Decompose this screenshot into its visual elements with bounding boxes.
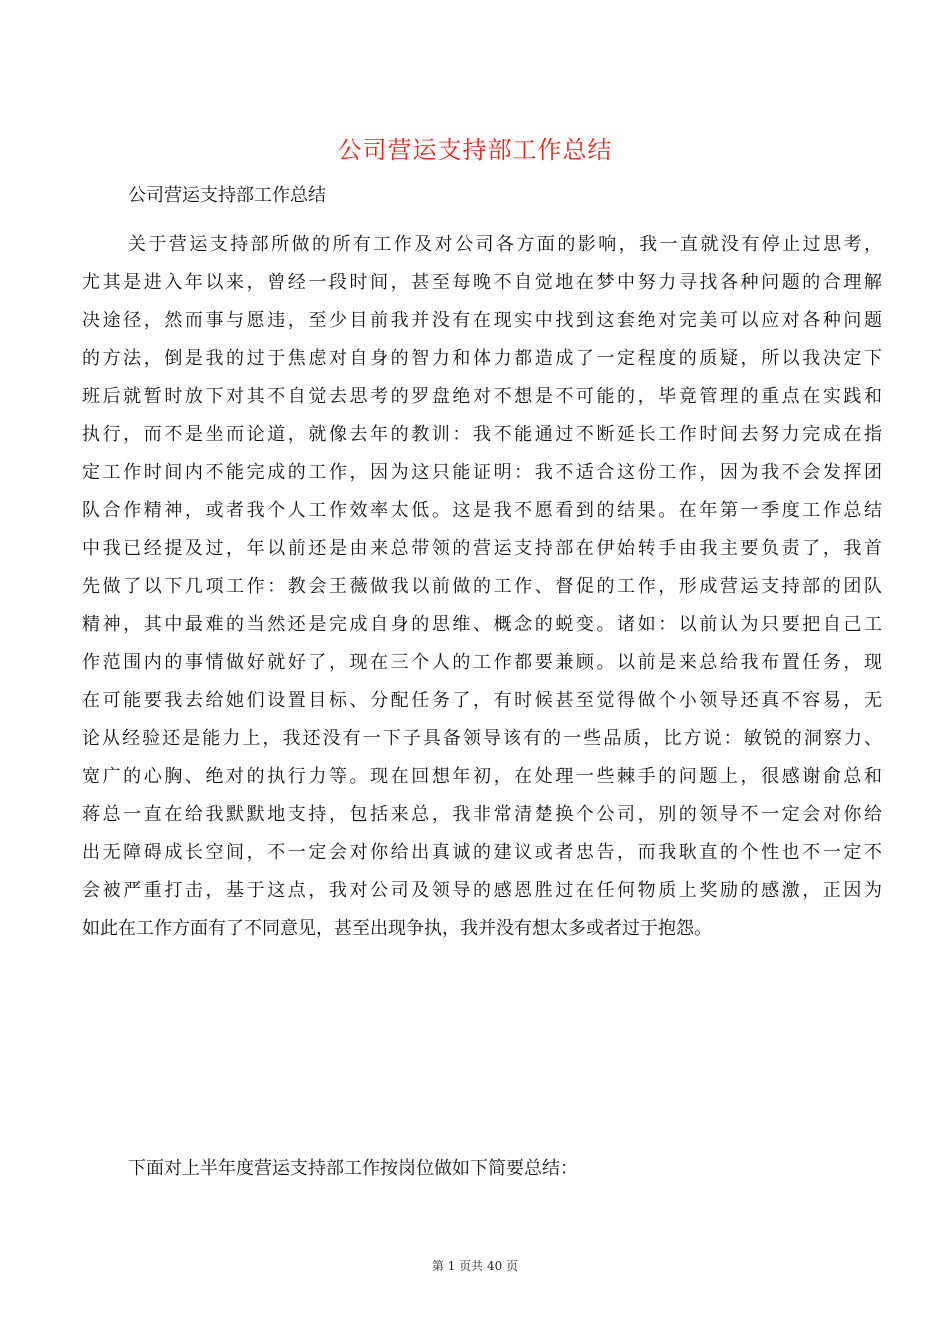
paragraph-line: 队合作精神，或者我个人工作效率太低。这是我不愿看到的结果。在年第一季度工作总结 (82, 500, 882, 521)
paragraph-line: 精神，其中最难的当然还是完成自身的思维、概念的蜕变。诸如：以前认为只要把自己工 (82, 614, 882, 635)
paragraph-line: 蒋总一直在给我默默地支持，包括来总，我非常清楚换个公司，别的领导不一定会对你给 (82, 804, 882, 825)
document-subtitle: 公司营运支持部工作总结 (128, 185, 326, 206)
paragraph-line: 班后就暂时放下对其不自觉去思考的罗盘绝对不想是不可能的，毕竟管理的重点在实践和 (82, 386, 882, 407)
paragraph-line: 宽广的心胸、绝对的执行力等。现在回想年初，在处理一些棘手的问题上，很感谢俞总和 (82, 766, 882, 787)
summary-heading: 下面对上半年度营运支持部工作按岗位做如下简要总结： (128, 1158, 578, 1179)
page-footer: 第 1 页共 40 页 (431, 1259, 519, 1273)
paragraph-line: 作范围内的事情做好就好了，现在三个人的工作都要兼顾。以前是来总给我布置任务，现 (82, 652, 882, 673)
paragraph-line: 定工作时间内不能完成的工作，因为这只能证明：我不适合这份工作，因为我不会发挥团 (82, 462, 882, 483)
body-paragraph (82, 226, 882, 948)
paragraph-line: 执行，而不是坐而论道，就像去年的教训：我不能通过不断延长工作时间去努力完成在指 (82, 424, 882, 445)
document-title: 公司营运支持部工作总结 (337, 136, 613, 164)
paragraph-line: 出无障碍成长空间，不一定会对你给出真诚的建议或者忠告，而我耿直的个性也不一定不 (82, 842, 882, 863)
paragraph-line: 在可能要我去给她们设置目标、分配任务了，有时候甚至觉得做个小领导还真不容易，无 (82, 690, 882, 711)
paragraph-line: 会被严重打击，基于这点，我对公司及领导的感恩胜过在任何物质上奖励的感激，正因为 (82, 880, 882, 901)
paragraph-line: 关于营运支持部所做的所有工作及对公司各方面的影响，我一直就没有停止过思考， (128, 234, 882, 255)
paragraph-line: 的方法，倒是我的过于焦虑对自身的智力和体力都造成了一定程度的质疑，所以我决定下 (82, 348, 882, 369)
paragraph-line: 尤其是进入年以来，曾经一段时间，甚至每晚不自觉地在梦中努力寻找各种问题的合理解 (82, 272, 882, 293)
paragraph-line: 中我已经提及过，年以前还是由来总带领的营运支持部在伊始转手由我主要负责了，我首 (82, 538, 882, 559)
paragraph-line: 论从经验还是能力上，我还没有一下子具备领导该有的一些品质，比方说：敏锐的洞察力、 (82, 728, 882, 749)
paragraph-line: 先做了以下几项工作：教会王薇做我以前做的工作、督促的工作，形成营运支持部的团队 (82, 576, 882, 597)
paragraph-line: 决途径，然而事与愿违，至少目前我并没有在现实中找到这套绝对完美可以应对各种问题 (82, 310, 882, 331)
paragraph-line: 如此在工作方面有了不同意见，甚至出现争执，我并没有想太多或者过于抱怨。 (82, 918, 712, 939)
